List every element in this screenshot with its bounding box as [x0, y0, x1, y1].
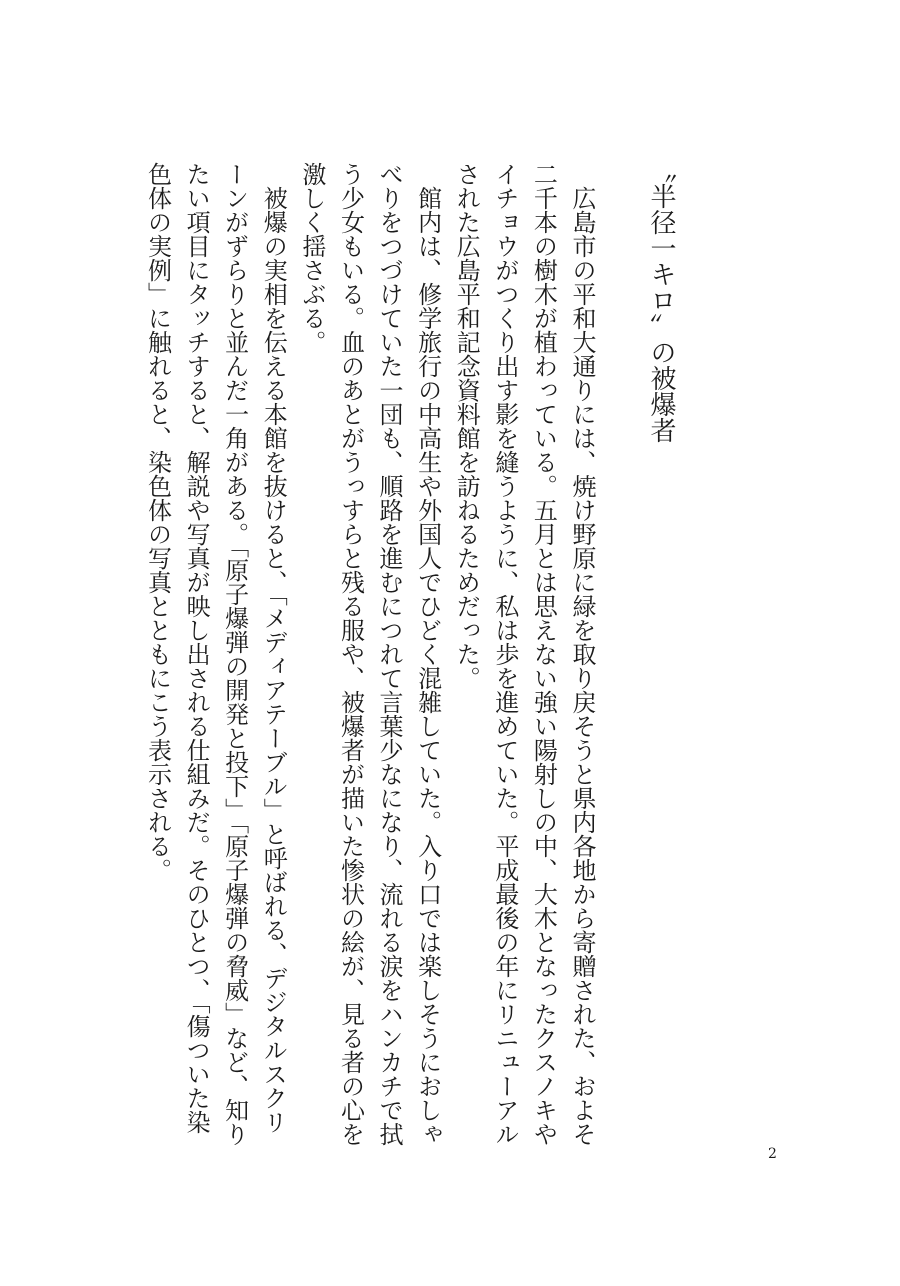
text-line: ーンがずらりと並んだ一角がある。「原子爆弾の開発と投下」「原子爆弾の脅威」など、知り: [220, 162, 249, 1146]
text-line: 館内は、修学旅行の中高生や外国人でひどく混雑していた。入り口では楽しそうにおしゃ: [413, 186, 442, 1146]
text-line: 被爆の実相を伝える本館を抜けると、「メディアテーブル」と呼ばれる、デジタルスクリ: [259, 186, 288, 1134]
text-line: された広島平和記念資料館を訪ねるためだった。: [452, 162, 481, 690]
text-line: イチョウがつくり出す影を縫うように、私は歩を進めていた。平成最後の年にリニューアル: [490, 162, 519, 1146]
paragraph: [292, 162, 446, 1146]
text-line: 二千本の樹木が植わっている。五月とは思えない強い陽射しの中、大木となったクスノキや: [529, 162, 558, 1146]
text-line: う少女もいる。血のあとがうっすらと残る服や、被爆者が描いた惨状の絵が、見る者の心を: [336, 162, 365, 1146]
text-line: 色体の実例」に触れると、染色体の写真とともにこう表示される。: [143, 162, 172, 882]
text-line: べりをつづけていた一団も、順路を進むにつれて言葉少なになり、流れる涙をハンカチで拭: [375, 162, 404, 1146]
text-line: たい項目にタッチすると、解説や写真が映し出される仕組みだ。そのひとつ、「傷ついた染: [182, 162, 211, 1134]
paragraph: [138, 162, 292, 1146]
text-line: 広島市の平和大通りには、焼け野原に緑を取り戻そうと県内各地から寄贈された、およそ: [568, 186, 596, 1146]
body-text: [138, 162, 601, 1146]
paragraph: [447, 162, 601, 1146]
chapter-title: 〝半径一キロ〟の被爆者: [646, 157, 676, 443]
text-line: 激しく揺さぶる。: [297, 162, 326, 354]
page-number: 2: [768, 1146, 777, 1162]
